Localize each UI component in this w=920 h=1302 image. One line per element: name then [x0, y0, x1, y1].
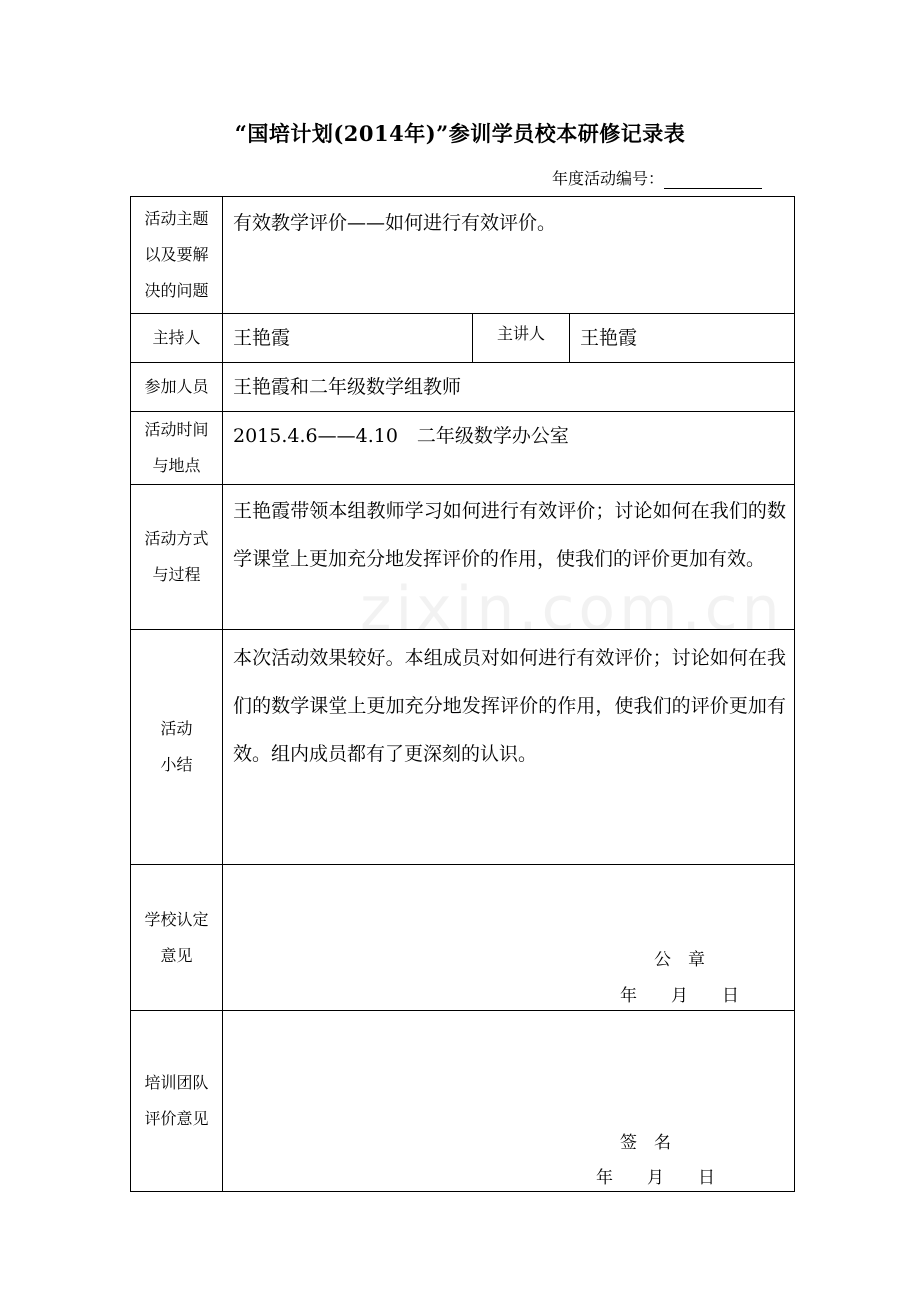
activity-code-label: 年度活动编号：	[552, 169, 665, 188]
school-date-text: 年 月 日	[620, 986, 739, 1006]
time-place-label: 活动时间与地点	[131, 412, 223, 485]
school-seal-text: 公 章	[654, 950, 705, 970]
row-participants	[131, 363, 795, 412]
summary-label: 活动 小结	[131, 630, 223, 865]
team-label: 培训团队 评价意见	[131, 1011, 223, 1192]
topic-value: 有效教学评价——如何进行有效评价。	[223, 197, 795, 314]
summary-value: 本次活动效果较好。本组成员对如何进行有效评价；讨论如何在我们的数学课堂上更加充分地发挥评价的作用，使我们的评价更加有效。组内成员都有了更深刻的认识。	[223, 630, 795, 865]
method-value: 王艳霞带领本组教师学习如何进行有效评价；讨论如何在我们的数学课堂上更加充分地发挥评价的作用，使我们的评价更加有效。	[223, 485, 795, 630]
row-summary	[131, 630, 795, 865]
team-date-text: 年 月 日	[596, 1168, 715, 1188]
row-school	[131, 865, 795, 1011]
row-team	[131, 1011, 795, 1192]
time-place-value: 2015.4.6——4.10 二年级数学办公室	[223, 412, 795, 485]
watermark: zixin.com.cn	[360, 574, 784, 644]
row-time-place	[131, 412, 795, 485]
team-sign-text: 签 名	[620, 1133, 671, 1153]
school-label: 学校认定 意见	[131, 865, 223, 1011]
speaker-label: 主讲人	[473, 314, 570, 363]
method-label: 活动方式与过程	[131, 485, 223, 630]
participants-label: 参加人员	[131, 363, 223, 412]
host-value: 王艳霞	[223, 314, 473, 363]
document-title: “国培计划(2014年)”参训学员校本研修记录表	[234, 121, 686, 146]
row-method	[131, 485, 795, 630]
school-opinion-cell[interactable]	[223, 865, 795, 1011]
row-topic	[131, 197, 795, 314]
topic-label: 活动主题以及要解决的问题	[131, 197, 223, 314]
team-opinion-cell[interactable]	[223, 1011, 795, 1192]
host-label: 主持人	[131, 314, 223, 363]
speaker-value: 王艳霞	[570, 314, 795, 363]
activity-code-line	[552, 166, 762, 189]
activity-code-blank[interactable]	[664, 170, 762, 189]
record-table	[130, 196, 795, 1192]
row-host	[131, 314, 795, 363]
participants-value: 王艳霞和二年级数学组教师	[223, 363, 795, 412]
